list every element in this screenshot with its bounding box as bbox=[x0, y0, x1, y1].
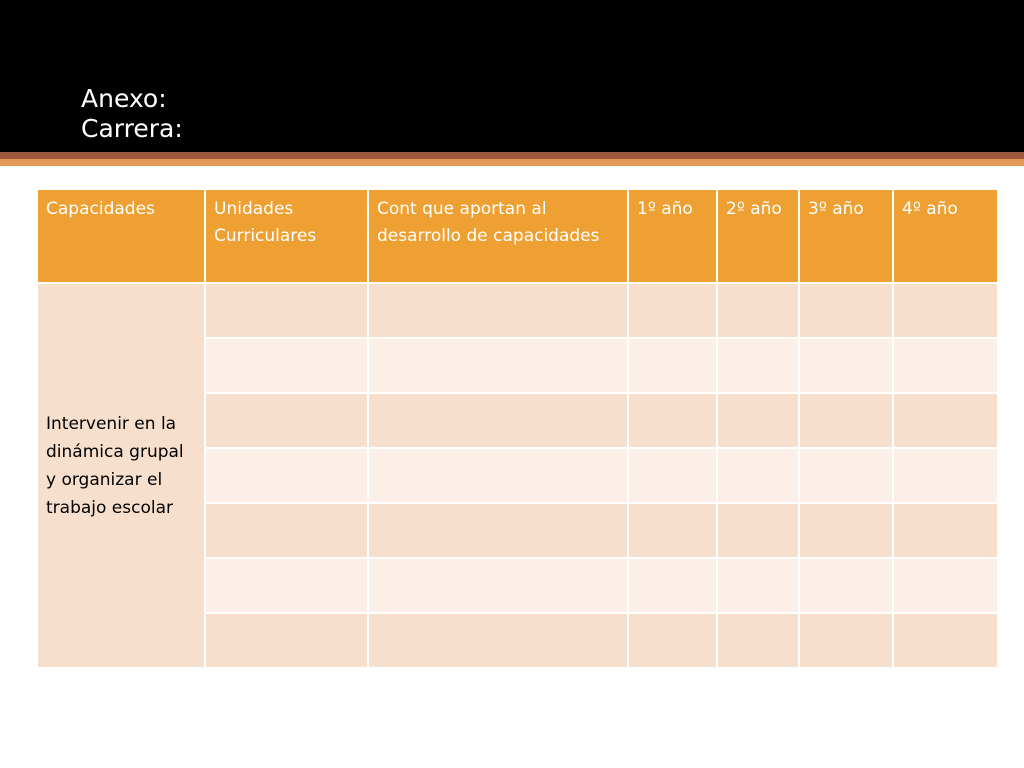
table-cell[interactable] bbox=[717, 338, 799, 393]
header-year-4: 4º año bbox=[893, 189, 998, 283]
header-stripe-light bbox=[0, 159, 1024, 166]
title-line-carrera: Carrera: bbox=[81, 114, 183, 143]
table-cell[interactable] bbox=[205, 283, 368, 338]
table-cell[interactable] bbox=[717, 503, 799, 558]
table-cell[interactable] bbox=[628, 283, 717, 338]
table-cell[interactable] bbox=[717, 558, 799, 613]
header-year-1: 1º año bbox=[628, 189, 717, 283]
table-cell[interactable] bbox=[628, 393, 717, 448]
table-cell[interactable] bbox=[893, 503, 998, 558]
table-cell[interactable] bbox=[628, 448, 717, 503]
table-cell[interactable] bbox=[799, 503, 893, 558]
table-cell[interactable] bbox=[205, 503, 368, 558]
table-cell[interactable] bbox=[799, 558, 893, 613]
table-cell[interactable] bbox=[368, 448, 628, 503]
table-cell[interactable] bbox=[628, 503, 717, 558]
table-cell[interactable] bbox=[368, 558, 628, 613]
table-cell[interactable] bbox=[893, 558, 998, 613]
table-cell[interactable] bbox=[893, 283, 998, 338]
capacity-cell: Intervenir en la dinámica grupal y organizar el trabajo escolar bbox=[37, 283, 205, 668]
table-cell[interactable] bbox=[628, 558, 717, 613]
table-cell[interactable] bbox=[368, 613, 628, 668]
table-cell[interactable] bbox=[799, 393, 893, 448]
table-cell[interactable] bbox=[893, 448, 998, 503]
table-cell[interactable] bbox=[717, 393, 799, 448]
table-cell[interactable] bbox=[799, 448, 893, 503]
title-line-anexo: Anexo: bbox=[81, 84, 167, 113]
header-contenidos: Cont que aportan al desarrollo de capacidades bbox=[368, 189, 628, 283]
header-capacidades: Capacidades bbox=[37, 189, 205, 283]
table-cell[interactable] bbox=[799, 613, 893, 668]
capacities-table bbox=[36, 188, 999, 669]
header-stripe-dark bbox=[0, 152, 1024, 159]
table-cell[interactable] bbox=[205, 448, 368, 503]
table-cell[interactable] bbox=[717, 448, 799, 503]
table-cell[interactable] bbox=[893, 393, 998, 448]
table-cell[interactable] bbox=[799, 283, 893, 338]
table-cell[interactable] bbox=[205, 613, 368, 668]
table-row bbox=[37, 283, 998, 338]
table-cell[interactable] bbox=[368, 338, 628, 393]
table-cell[interactable] bbox=[893, 338, 998, 393]
slide-header-band bbox=[0, 0, 1024, 152]
table-cell[interactable] bbox=[628, 613, 717, 668]
table-cell[interactable] bbox=[368, 503, 628, 558]
table-cell[interactable] bbox=[717, 613, 799, 668]
slide-title bbox=[81, 84, 183, 144]
table-cell[interactable] bbox=[368, 283, 628, 338]
header-year-3: 3º año bbox=[799, 189, 893, 283]
header-year-2: 2º año bbox=[717, 189, 799, 283]
table-cell[interactable] bbox=[628, 338, 717, 393]
table-cell[interactable] bbox=[368, 393, 628, 448]
table-cell[interactable] bbox=[799, 338, 893, 393]
table-cell[interactable] bbox=[205, 338, 368, 393]
table-cell[interactable] bbox=[717, 283, 799, 338]
table-cell[interactable] bbox=[205, 393, 368, 448]
table-header-row bbox=[37, 189, 998, 283]
table-cell[interactable] bbox=[205, 558, 368, 613]
header-unidades-curriculares: Unidades Curriculares bbox=[205, 189, 368, 283]
table-cell[interactable] bbox=[893, 613, 998, 668]
